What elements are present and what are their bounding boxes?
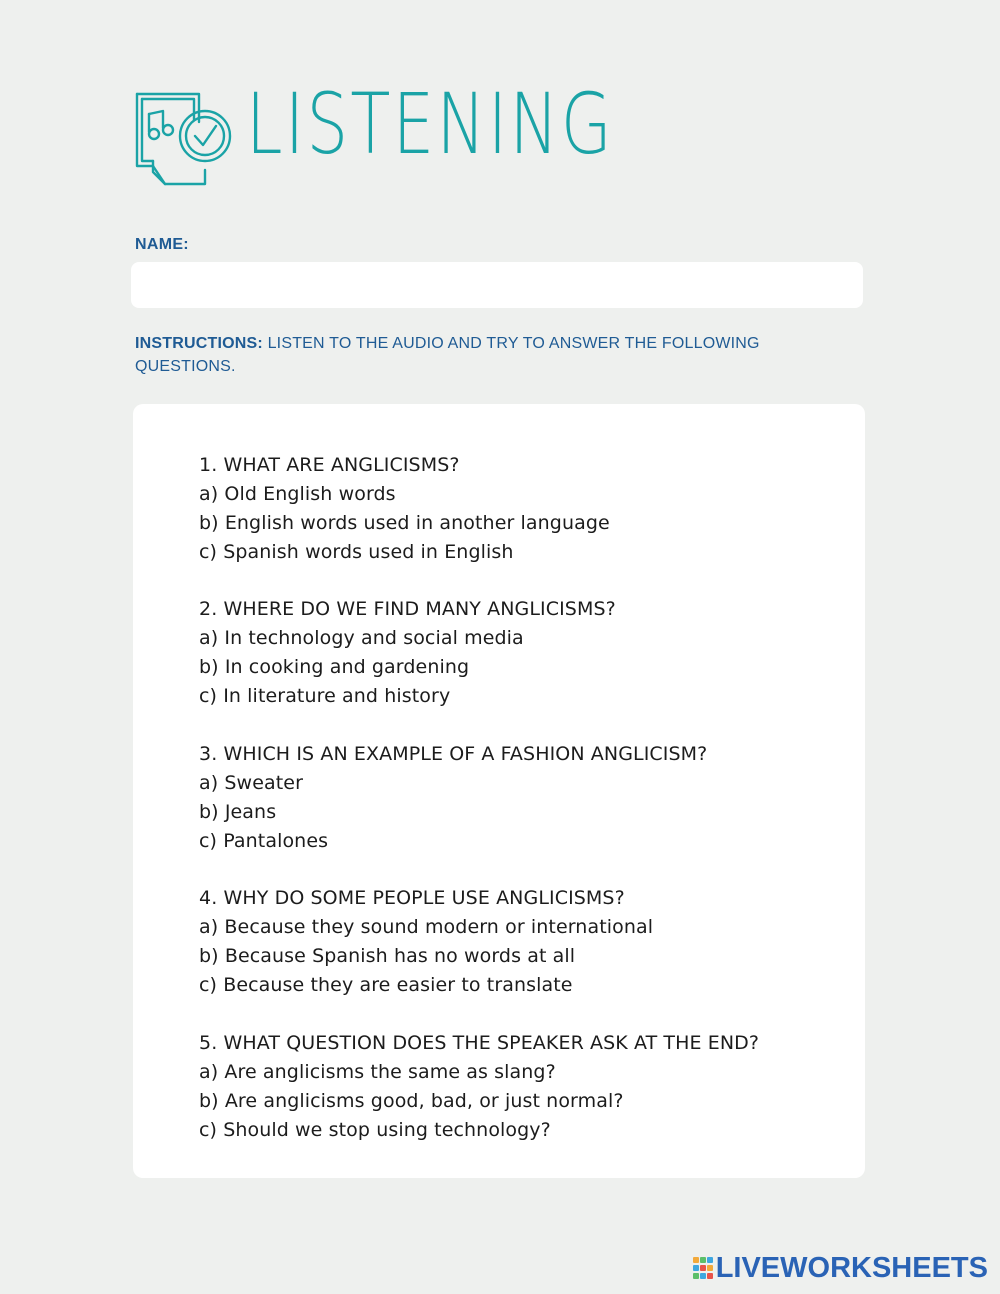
- answer-option[interactable]: b) Because Spanish has no words at all: [199, 945, 576, 967]
- page-title: LISTENING: [246, 75, 615, 173]
- name-label: NAME:: [135, 236, 189, 253]
- answer-option[interactable]: a) In technology and social media: [199, 627, 524, 649]
- liveworksheets-logo-icon: [692, 1255, 714, 1281]
- question-3: [199, 740, 707, 856]
- brand-name: LIVEWORKSHEETS: [715, 1251, 988, 1284]
- answer-option[interactable]: a) Sweater: [199, 772, 303, 794]
- question-4: [199, 884, 653, 1000]
- answer-option[interactable]: b) In cooking and gardening: [199, 656, 470, 678]
- instructions-label: INSTRUCTIONS:: [135, 335, 263, 352]
- answer-option[interactable]: b) Are anglicisms good, bad, or just normal?: [199, 1090, 624, 1112]
- question-2: [199, 595, 616, 711]
- question-prompt: 1. WHAT ARE ANGLICISMS?: [199, 454, 460, 476]
- question-prompt: 4. WHY DO SOME PEOPLE USE ANGLICISMS?: [199, 887, 625, 909]
- instructions: [135, 332, 835, 378]
- instructions-text: LISTEN TO THE AUDIO AND TRY TO ANSWER THE FOLLOWING QUESTIONS.: [135, 335, 760, 375]
- answer-option[interactable]: a) Old English words: [199, 483, 396, 505]
- answer-option[interactable]: c) Pantalones: [199, 830, 329, 852]
- liveworksheets-brand[interactable]: [692, 1252, 988, 1284]
- music-document-check-icon: [133, 90, 233, 188]
- answer-option[interactable]: c) Should we stop using technology?: [199, 1119, 551, 1141]
- answer-option[interactable]: b) Jeans: [199, 801, 277, 823]
- question-prompt: 5. WHAT QUESTION DOES THE SPEAKER ASK AT THE END?: [199, 1032, 760, 1054]
- question-1: [199, 451, 610, 567]
- name-field[interactable]: [131, 262, 863, 308]
- question-prompt: 2. WHERE DO WE FIND MANY ANGLICISMS?: [199, 598, 616, 620]
- answer-option[interactable]: c) Spanish words used in English: [199, 541, 514, 563]
- answer-option[interactable]: c) Because they are easier to translate: [199, 974, 573, 996]
- answer-option[interactable]: a) Are anglicisms the same as slang?: [199, 1061, 556, 1083]
- answer-option[interactable]: a) Because they sound modern or international: [199, 916, 654, 938]
- answer-option[interactable]: c) In literature and history: [199, 685, 451, 707]
- question-prompt: 3. WHICH IS AN EXAMPLE OF A FASHION ANGLICISM?: [199, 743, 708, 765]
- answer-option[interactable]: b) English words used in another language: [199, 512, 610, 534]
- question-5: [199, 1029, 759, 1145]
- question-card: [133, 404, 865, 1178]
